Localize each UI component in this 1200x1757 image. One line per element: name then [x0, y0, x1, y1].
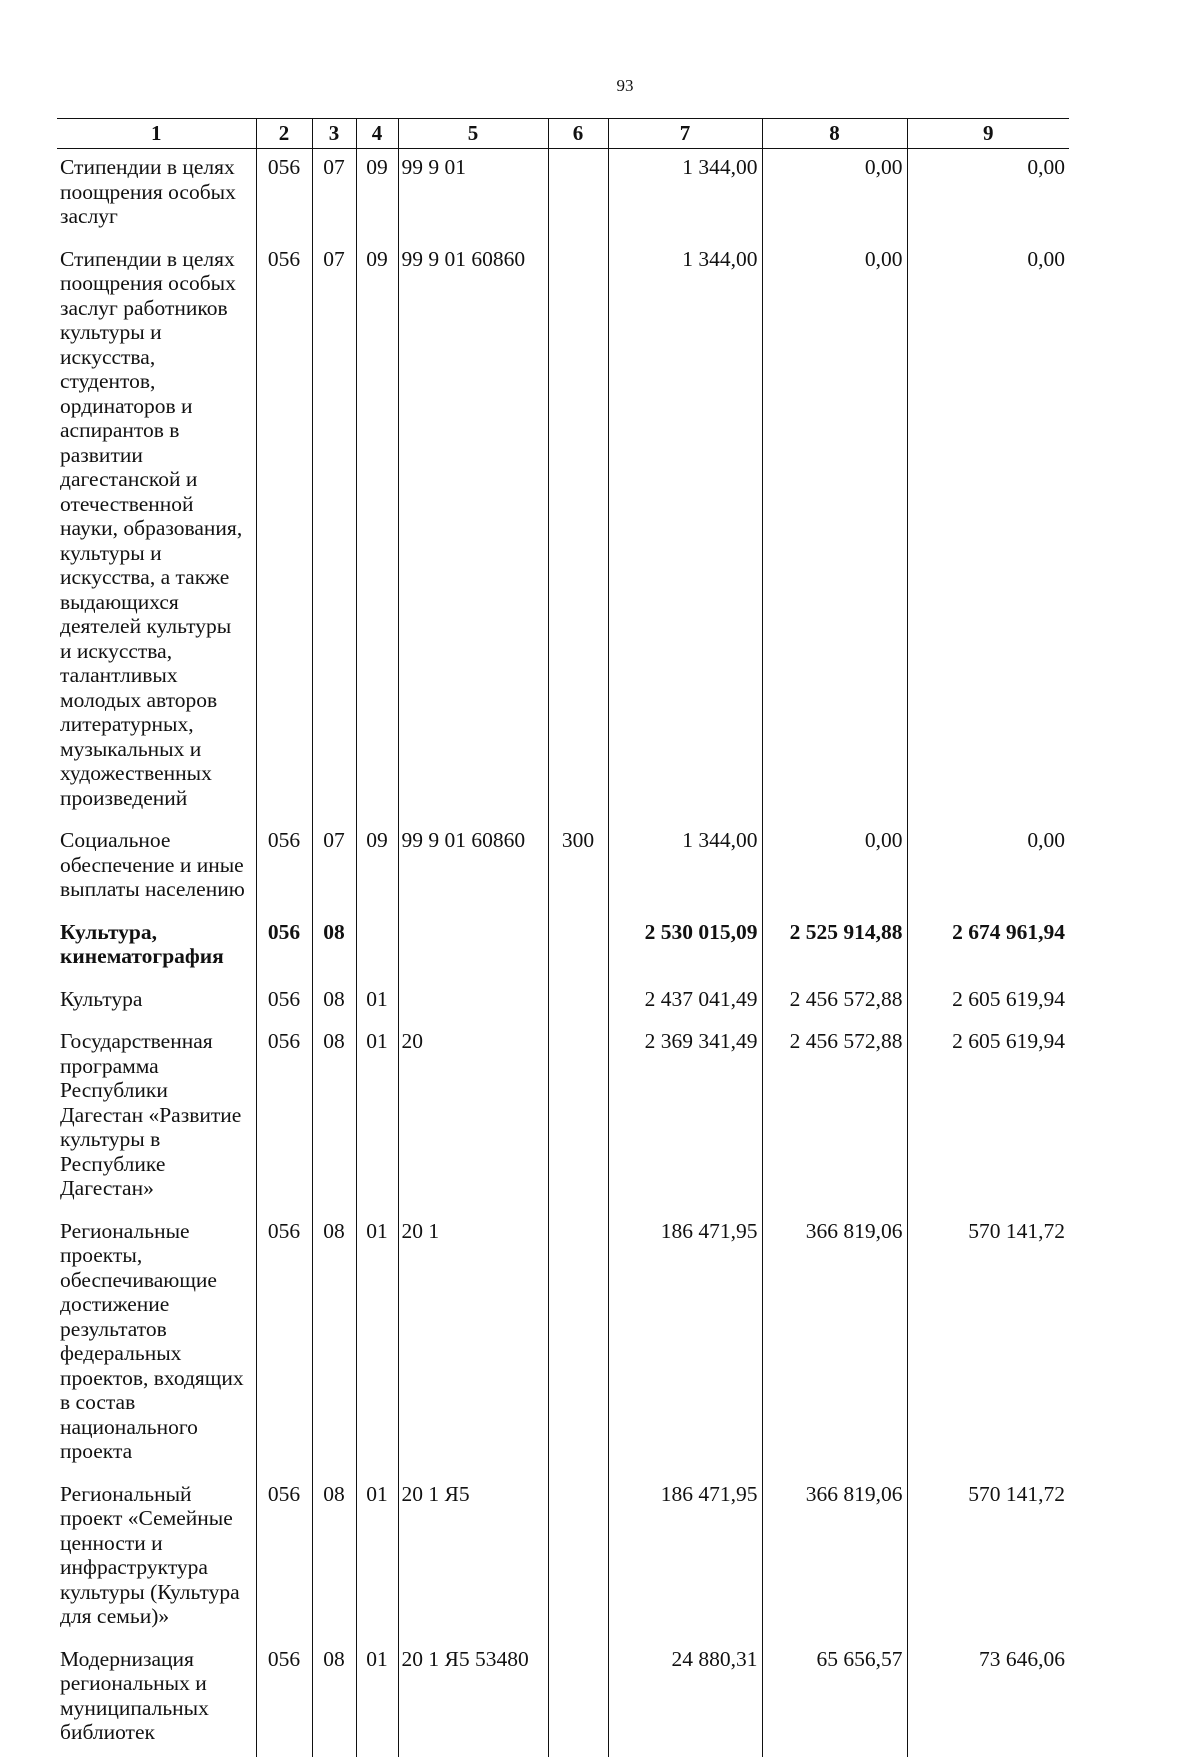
cell-value-9: 73 646,06 — [907, 1641, 1069, 1757]
cell-value-7: 2 369 341,49 — [608, 1023, 762, 1213]
cell-name: Стипендии в целях поощрения особых заслуг работников культуры и искусства, студентов, ординаторов и аспирантов в развитии дагестанской и отечественной науки, образования, культуры и искусства, а также выдающихся деятелей культуры и искусства, талантливых молодых авторов литературных, музыкальных и художественных произведений — [60, 246, 243, 810]
cell-section: 08 — [312, 1641, 356, 1757]
cell-subsection: 09 — [356, 822, 398, 914]
cell-section: 08 — [312, 1213, 356, 1476]
cell-subsection: 01 — [356, 1213, 398, 1476]
cell-value-8: 0,00 — [762, 149, 907, 241]
cell-name: Социальное обеспечение и иные выплаты населению — [60, 828, 245, 901]
cell-value-8: 2 525 914,88 — [762, 914, 907, 981]
cell-value-9: 2 605 619,94 — [907, 981, 1069, 1024]
cell-value-9: 0,00 — [907, 149, 1069, 241]
cell-subsection: 01 — [356, 1641, 398, 1757]
header-col-7: 7 — [608, 119, 762, 149]
cell-value-7: 1 344,00 — [608, 241, 762, 823]
cell-ministry: 056 — [256, 1213, 312, 1476]
cell-name: Стипендии в целях поощрения особых заслуг — [60, 155, 236, 228]
cell-ministry: 056 — [256, 914, 312, 981]
cell-ministry: 056 — [256, 1023, 312, 1213]
cell-value-8: 2 456 572,88 — [762, 1023, 907, 1213]
cell-ministry: 056 — [256, 1476, 312, 1641]
table-header-row — [57, 119, 1069, 149]
header-col-8: 8 — [762, 119, 907, 149]
header-col-2: 2 — [256, 119, 312, 149]
cell-expense-type: 300 — [548, 822, 608, 914]
cell-subsection — [356, 914, 398, 981]
cell-ministry: 056 — [256, 149, 312, 241]
header-col-6: 6 — [548, 119, 608, 149]
header-col-1: 1 — [57, 119, 256, 149]
cell-value-9: 570 141,72 — [907, 1213, 1069, 1476]
cell-target-article — [398, 914, 548, 981]
budget-table — [57, 118, 1069, 1757]
cell-target-article: 20 — [398, 1023, 548, 1213]
cell-value-8: 0,00 — [762, 822, 907, 914]
cell-name: Государственная программа Республики Дагестан «Развитие культуры в Республике Дагестан» — [60, 1029, 242, 1200]
header-col-4: 4 — [356, 119, 398, 149]
cell-value-7: 24 880,31 — [608, 1641, 762, 1757]
cell-expense-type — [548, 149, 608, 241]
table-row — [57, 914, 1069, 981]
cell-target-article — [398, 981, 548, 1024]
cell-name: Региональные проекты, обеспечивающие достижение результатов федеральных проектов, входящих в состав национального проекта — [60, 1218, 244, 1463]
cell-name: Модернизация региональных и муниципальных библиотек — [60, 1646, 209, 1744]
cell-expense-type — [548, 1476, 608, 1641]
table-row — [57, 822, 1069, 914]
cell-value-7: 2 530 015,09 — [608, 914, 762, 981]
cell-expense-type — [548, 981, 608, 1024]
table-row — [57, 1641, 1069, 1757]
cell-value-8: 366 819,06 — [762, 1476, 907, 1641]
table-row — [57, 241, 1069, 823]
cell-section: 08 — [312, 981, 356, 1024]
cell-value-7: 186 471,95 — [608, 1213, 762, 1476]
cell-value-8: 366 819,06 — [762, 1213, 907, 1476]
cell-subsection: 09 — [356, 241, 398, 823]
cell-name: Культура — [60, 986, 143, 1011]
cell-value-7: 1 344,00 — [608, 149, 762, 241]
cell-section: 08 — [312, 1023, 356, 1213]
cell-value-8: 65 656,57 — [762, 1641, 907, 1757]
table-row — [57, 1023, 1069, 1213]
cell-value-8: 0,00 — [762, 241, 907, 823]
cell-name: Региональный проект «Семейные ценности и инфраструктура культуры (Культура для семьи)» — [60, 1481, 240, 1628]
cell-ministry: 056 — [256, 981, 312, 1024]
cell-value-7: 186 471,95 — [608, 1476, 762, 1641]
cell-target-article: 20 1 Я5 — [398, 1476, 548, 1641]
cell-value-9: 570 141,72 — [907, 1476, 1069, 1641]
cell-section: 07 — [312, 822, 356, 914]
cell-expense-type — [548, 1641, 608, 1757]
cell-expense-type — [548, 1213, 608, 1476]
cell-subsection: 01 — [356, 981, 398, 1024]
table-row — [57, 1213, 1069, 1476]
table-row — [57, 1476, 1069, 1641]
cell-value-7: 1 344,00 — [608, 822, 762, 914]
cell-subsection: 01 — [356, 1476, 398, 1641]
page-number: 93 — [616, 76, 634, 95]
cell-ministry: 056 — [256, 1641, 312, 1757]
cell-subsection: 09 — [356, 149, 398, 241]
header-col-3: 3 — [312, 119, 356, 149]
cell-expense-type — [548, 914, 608, 981]
cell-ministry: 056 — [256, 241, 312, 823]
cell-section: 08 — [312, 1476, 356, 1641]
cell-target-article: 99 9 01 60860 — [398, 822, 548, 914]
cell-value-9: 2 605 619,94 — [907, 1023, 1069, 1213]
cell-ministry: 056 — [256, 822, 312, 914]
cell-value-9: 0,00 — [907, 822, 1069, 914]
cell-subsection: 01 — [356, 1023, 398, 1213]
header-col-9: 9 — [907, 119, 1069, 149]
cell-section: 07 — [312, 149, 356, 241]
cell-value-8: 2 456 572,88 — [762, 981, 907, 1024]
cell-section: 07 — [312, 241, 356, 823]
cell-section: 08 — [312, 914, 356, 981]
cell-value-9: 2 674 961,94 — [907, 914, 1069, 981]
cell-name: Культура, кинематография — [60, 919, 224, 968]
table-row — [57, 981, 1069, 1024]
cell-value-9: 0,00 — [907, 241, 1069, 823]
table-row — [57, 149, 1069, 241]
cell-target-article: 20 1 Я5 53480 — [398, 1641, 548, 1757]
cell-target-article: 99 9 01 — [398, 149, 548, 241]
cell-target-article: 99 9 01 60860 — [398, 241, 548, 823]
cell-target-article: 20 1 — [398, 1213, 548, 1476]
header-col-5: 5 — [398, 119, 548, 149]
cell-value-7: 2 437 041,49 — [608, 981, 762, 1024]
cell-expense-type — [548, 1023, 608, 1213]
cell-expense-type — [548, 241, 608, 823]
